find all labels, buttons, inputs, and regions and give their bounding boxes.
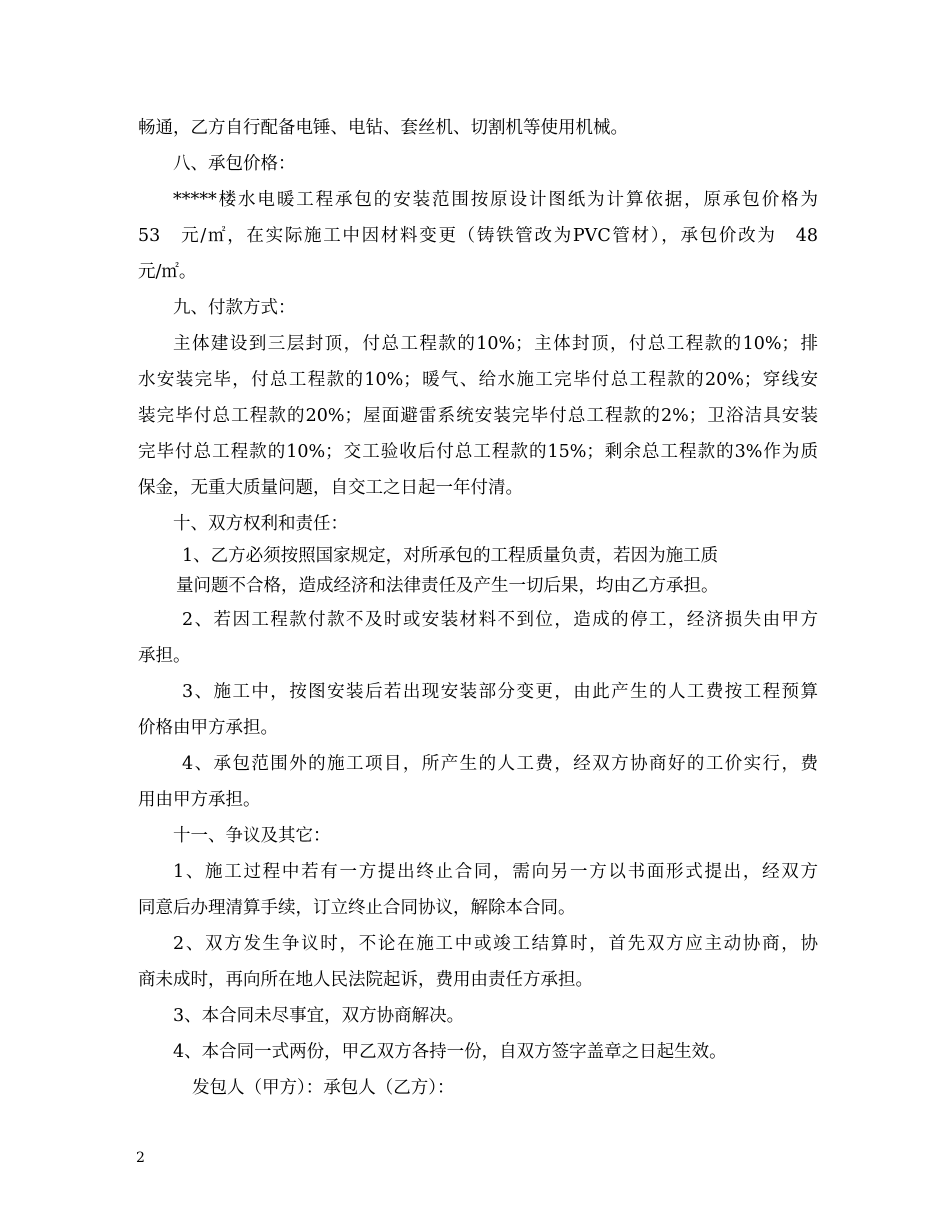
text-line: 量问题不合格，造成经济和法律责任及产生一切后果，均由乙方承担。 [176, 576, 719, 596]
signature-line: 发包人（甲方）：承包人（乙方）： [192, 1078, 455, 1098]
text-line: 用由甲方承担。 [138, 790, 261, 810]
section-heading: 八、承包价格： [173, 154, 296, 174]
page-number: 2 [136, 1150, 145, 1166]
text-line: *****楼水电暖工程承包的安装范围按原设计图纸为计算依据，原承包价格为 [173, 190, 818, 210]
text-line: 同意后办理清算手续，订立终止合同协议，解除本合同。 [138, 898, 576, 918]
text-line: 53 元/㎡，在实际施工中因材料变更（铸铁管改为PVC管材），承包价改为 48 [138, 226, 818, 246]
text-line: 1、乙方必须按照国家规定，对所承包的工程质量负责，若因为施工质 [182, 546, 719, 566]
text-line: 主体建设到三层封顶，付总工程款的10%；主体封顶，付总工程款的10%；排 [173, 334, 818, 354]
text-line: 水安装完毕，付总工程款的10%；暖气、给水施工完毕付总工程款的20%；穿线安 [138, 370, 818, 390]
text-line: 元/㎡。 [138, 262, 197, 282]
text-line: 4、承包范围外的施工项目，所产生的人工费，经双方协商好的工价实行，费 [182, 754, 818, 774]
text-line: 3、施工中，按图安装后若出现安装部分变更，由此产生的人工费按工程预算 [182, 682, 818, 702]
text-line: 4、本合同一式两份，甲乙双方各持一份，自双方签字盖章之日起生效。 [173, 1042, 727, 1062]
text-line: 完毕付总工程款的10%；交工验收后付总工程款的15%；剩余总工程款的3%作为质 [138, 442, 818, 462]
text-line: 2、双方发生争议时，不论在施工中或竣工结算时，首先双方应主动协商，协 [173, 934, 818, 954]
section-heading: 十一、争议及其它： [173, 826, 331, 846]
text-line: 承担。 [138, 646, 191, 666]
section-heading: 九、付款方式： [173, 298, 296, 318]
text-line: 装完毕付总工程款的20%；屋面避雷系统安装完毕付总工程款的2%；卫浴洁具安装 [138, 406, 818, 426]
text-line: 1、施工过程中若有一方提出终止合同，需向另一方以书面形式提出，经双方 [173, 862, 818, 882]
section-heading: 十、双方权利和责任： [173, 514, 348, 534]
text-line: 3、本合同未尽事宜，双方协商解决。 [173, 1006, 465, 1026]
text-line: 商未成时，再向所在地人民法院起诉，费用由责任方承担。 [138, 970, 593, 990]
text-line: 2、若因工程款付款不及时或安装材料不到位，造成的停工，经济损失由甲方 [182, 610, 818, 630]
text-line: 畅通，乙方自行配备电锤、电钻、套丝机、切割机等使用机械。 [138, 118, 628, 138]
text-line: 价格由甲方承担。 [138, 718, 278, 738]
text-line: 保金，无重大质量问题，自交工之日起一年付清。 [138, 478, 523, 498]
